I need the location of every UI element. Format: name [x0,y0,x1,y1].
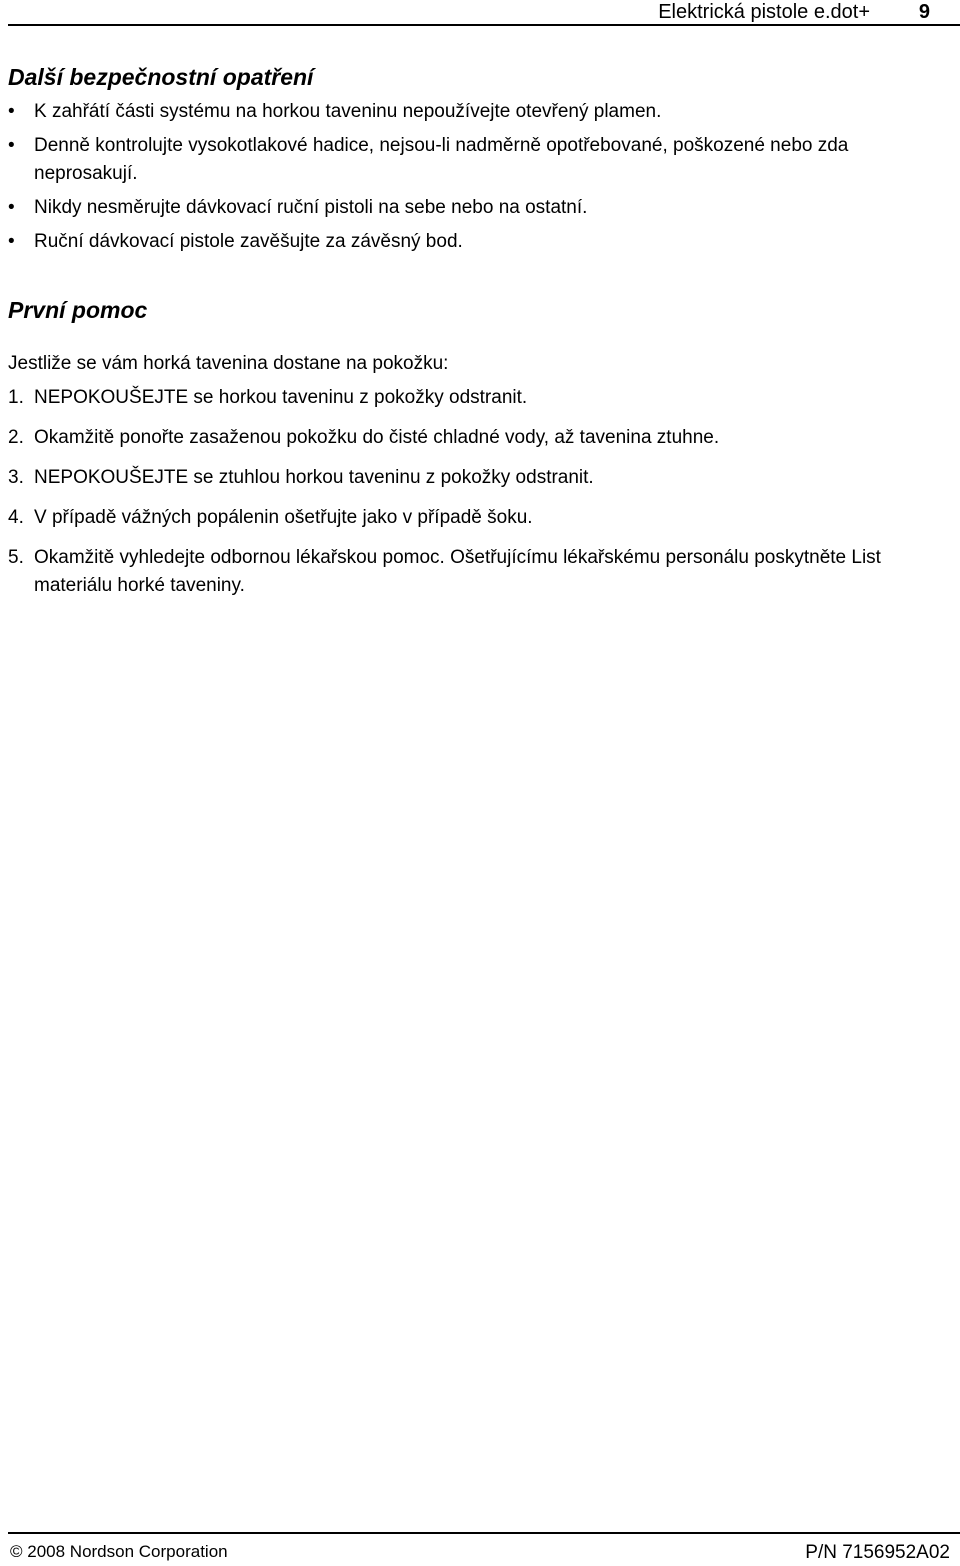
first-aid-steps [8,384,948,612]
step-item [8,504,948,532]
list-item [8,194,938,222]
header-title: Elektrická pistole e.dot+ [658,1,870,23]
list-item-text: Nikdy nesměrujte dávkovací ruční pistoli na sebe nebo na ostatní. [34,197,588,218]
step-number: 1. [8,387,24,408]
first-aid-heading: První pomoc [8,297,148,323]
step-text: V případě vážných popálenin ošetřujte jako v případě šoku. [34,507,533,528]
footer-divider [8,1532,960,1534]
step-number: 3. [8,467,24,488]
step-item [8,464,948,492]
safety-list [8,98,938,262]
footer-copyright: © 2008 Nordson Corporation [10,1542,228,1561]
step-text: Okamžitě ponořte zasaženou pokožku do čisté chladné vody, až tavenina ztuhne. [34,427,720,448]
list-item [8,228,938,256]
bullet-icon: • [8,101,15,122]
step-item [8,424,948,452]
list-item-text: Ruční dávkovací pistole zavěšujte za závěsný bod. [34,231,463,252]
step-number: 5. [8,547,24,568]
page-number: 9 [918,1,930,23]
bullet-icon: • [8,135,15,156]
step-text: Okamžitě vyhledejte odbornou lékařskou pomoc. Ošetřujícímu lékařskému personálu poskytněte List materiálu horké taveniny. [34,547,881,596]
safety-heading: Další bezpečnostní opatření [8,64,314,90]
first-aid-intro: Jestliže se vám horká tavenina dostane na pokožku: [8,353,449,374]
step-text: NEPOKOUŠEJTE se ztuhlou horkou taveninu z pokožky odstranit. [34,467,594,488]
step-item [8,544,948,600]
list-item [8,98,938,126]
list-item-text: K zahřátí části systému na horkou taveninu nepoužívejte otevřený plamen. [34,101,662,122]
step-text: NEPOKOUŠEJTE se horkou taveninu z pokožky odstranit. [34,387,528,408]
list-item [8,132,938,188]
step-item [8,384,948,412]
bullet-icon: • [8,231,15,252]
bullet-icon: • [8,197,15,218]
footer-part-number: P/N 7156952A02 [805,1542,950,1563]
list-item-text: Denně kontrolujte vysokotlakové hadice, nejsou-li nadměrně opotřebované, poškozené nebo zda neprosakují. [34,135,849,184]
step-number: 4. [8,507,24,528]
step-number: 2. [8,427,24,448]
header-divider [8,24,960,26]
